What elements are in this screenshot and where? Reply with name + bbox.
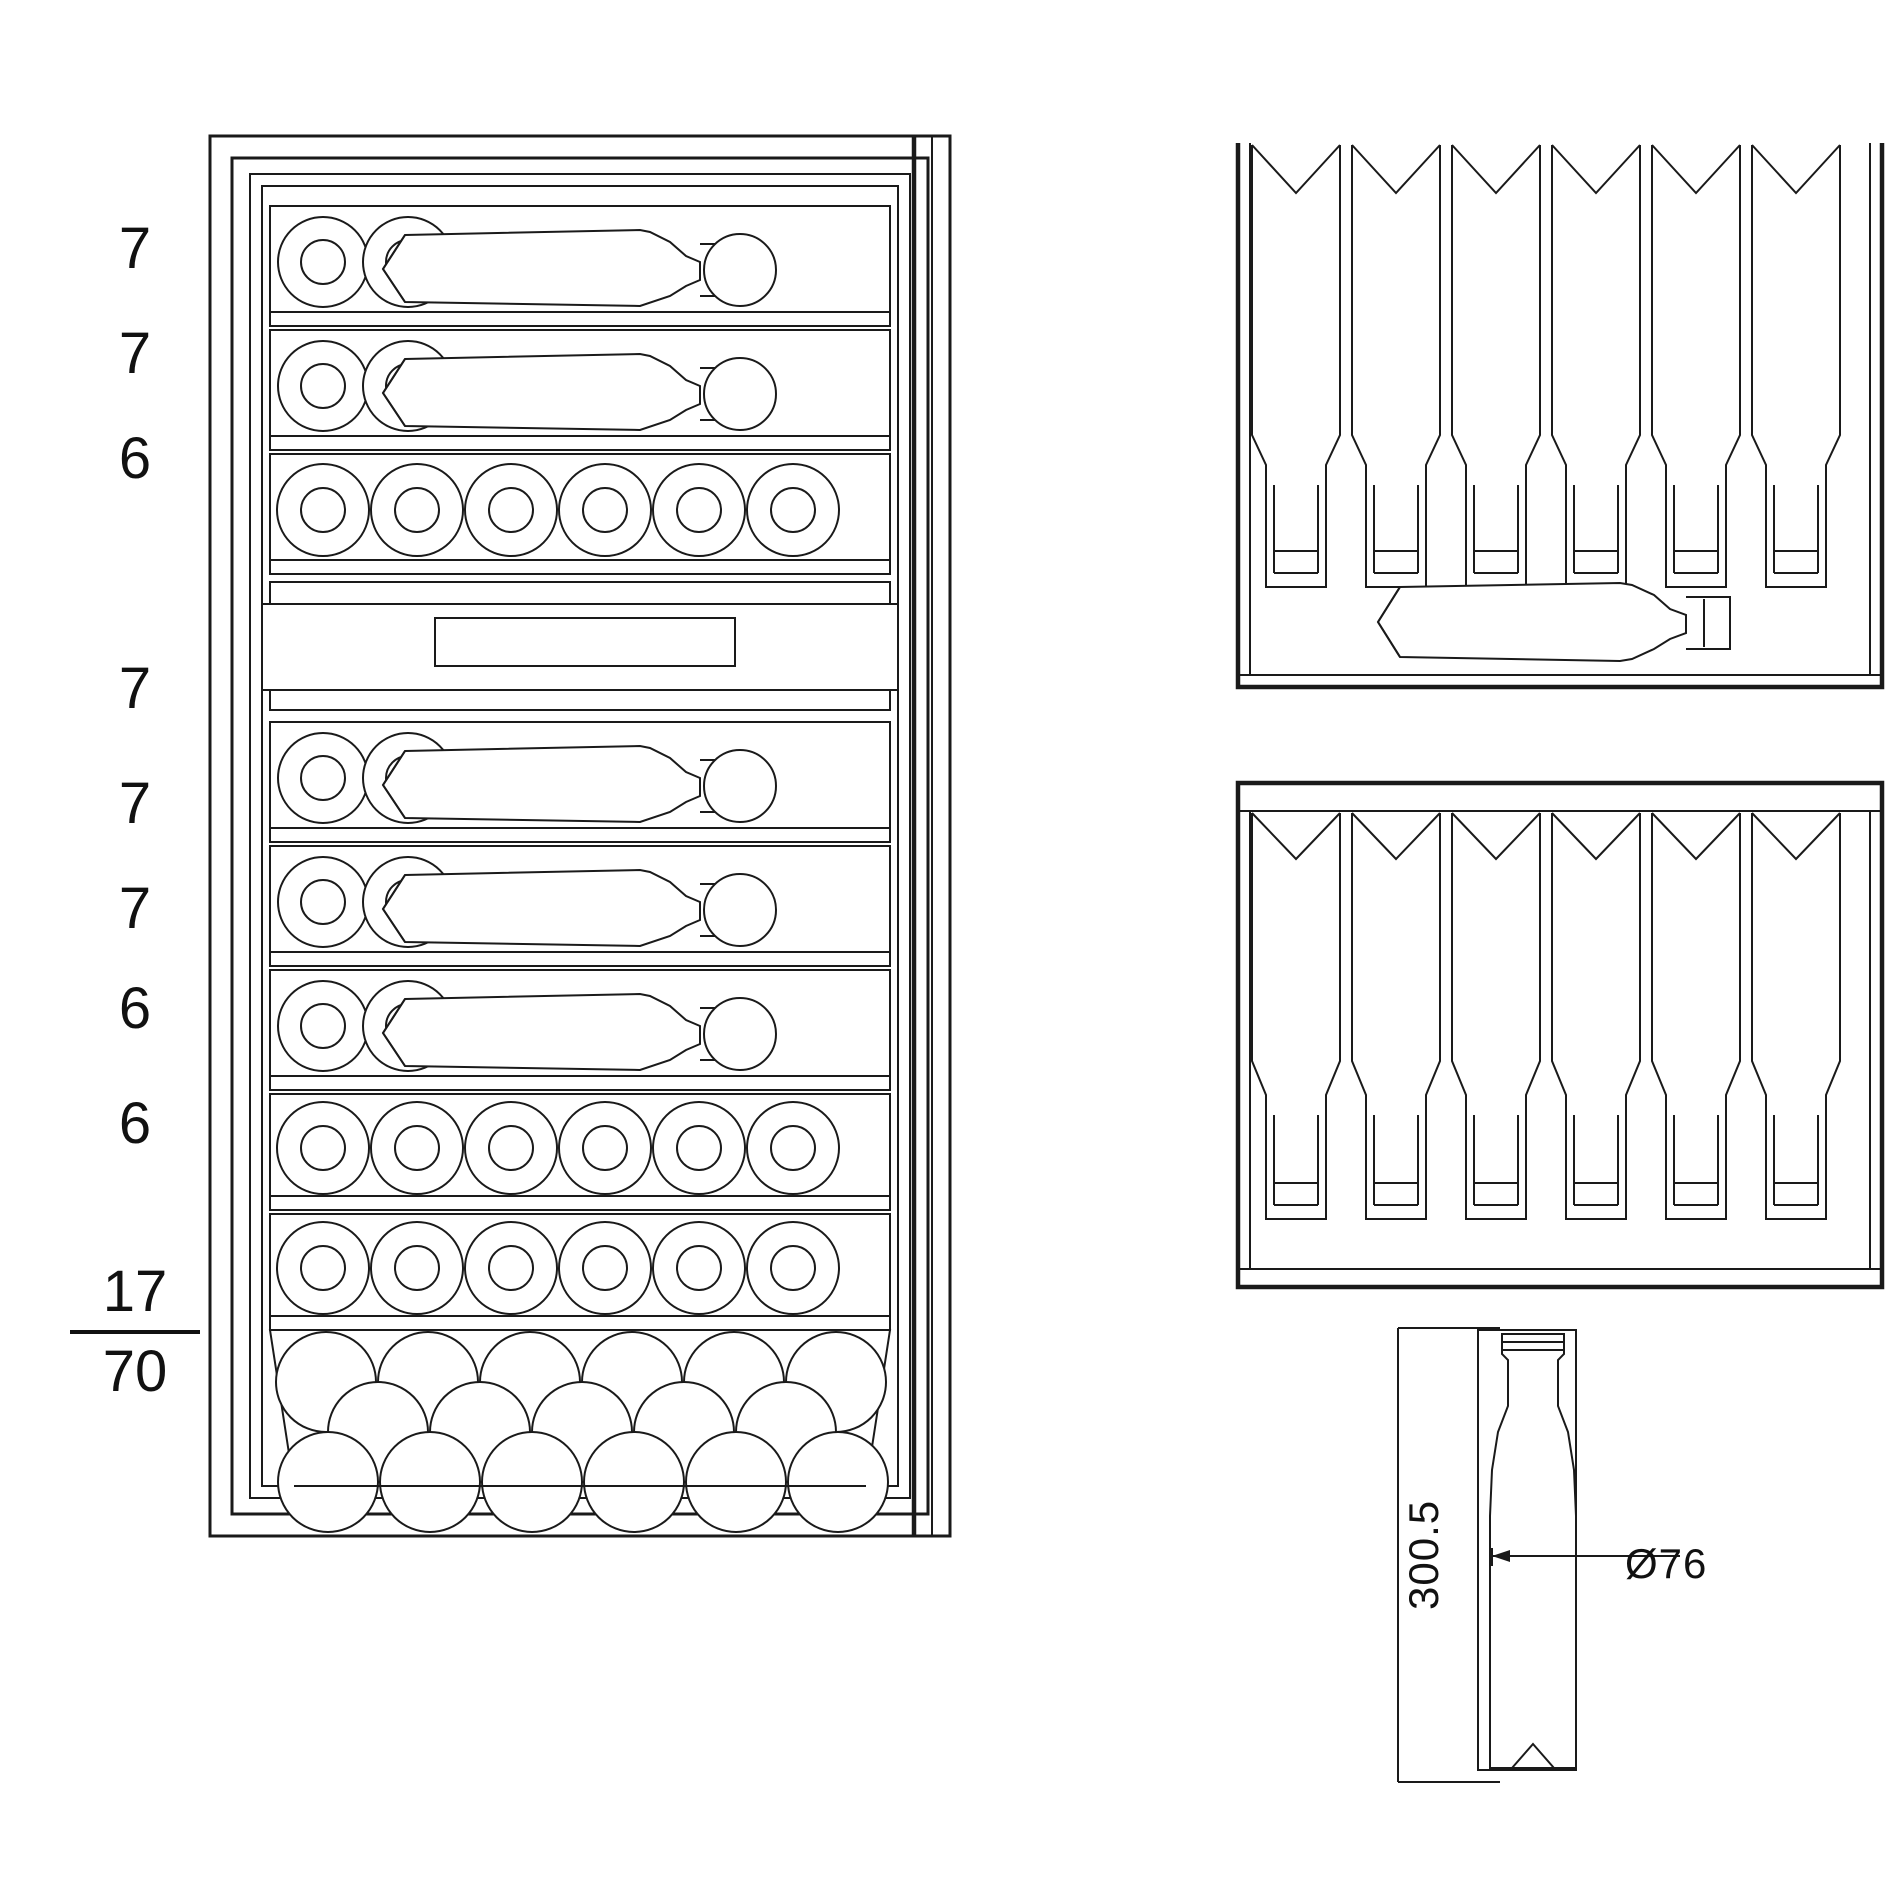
shelf-count-2: 7 bbox=[118, 321, 152, 386]
fraction-rule bbox=[70, 1330, 200, 1334]
shelf-count-3: 6 bbox=[118, 426, 152, 491]
shelf-count-6: 7 bbox=[118, 876, 152, 941]
shelf-row-1 bbox=[270, 206, 890, 326]
shelf-count-7: 6 bbox=[118, 976, 152, 1041]
shelf-row-3 bbox=[270, 454, 890, 574]
shelf-count-column bbox=[60, 120, 210, 1770]
shelf-count-5: 7 bbox=[118, 771, 152, 836]
control-panel-zone bbox=[262, 582, 898, 710]
top-shelf-view-lower bbox=[1230, 775, 1890, 1295]
shelf-count-8: 6 bbox=[118, 1091, 152, 1156]
bottle-slot-group bbox=[1252, 145, 1840, 587]
shelf-row-7 bbox=[270, 1094, 890, 1210]
front-view bbox=[200, 130, 960, 1550]
bottle-slot-group-lower bbox=[1252, 813, 1840, 1219]
shelf-row-4 bbox=[270, 722, 890, 842]
total-fraction bbox=[60, 1260, 210, 1404]
bottle-diameter-dimension: Ø76 bbox=[1625, 1540, 1708, 1587]
total-numerator: 17 bbox=[102, 1259, 168, 1324]
shelf-row-8 bbox=[270, 1214, 890, 1330]
shelf-count-4: 7 bbox=[118, 656, 152, 721]
laid-bottle-upper bbox=[1378, 583, 1730, 661]
shelf-row-5 bbox=[270, 846, 890, 966]
shelf-row-2 bbox=[270, 330, 890, 450]
bottle-height-dimension: 300.5 bbox=[1400, 1499, 1447, 1610]
shelf-count-1: 7 bbox=[118, 216, 152, 281]
top-shelf-view-upper bbox=[1230, 135, 1890, 695]
shelf-row-6 bbox=[270, 970, 890, 1090]
total-denominator: 70 bbox=[102, 1339, 168, 1404]
